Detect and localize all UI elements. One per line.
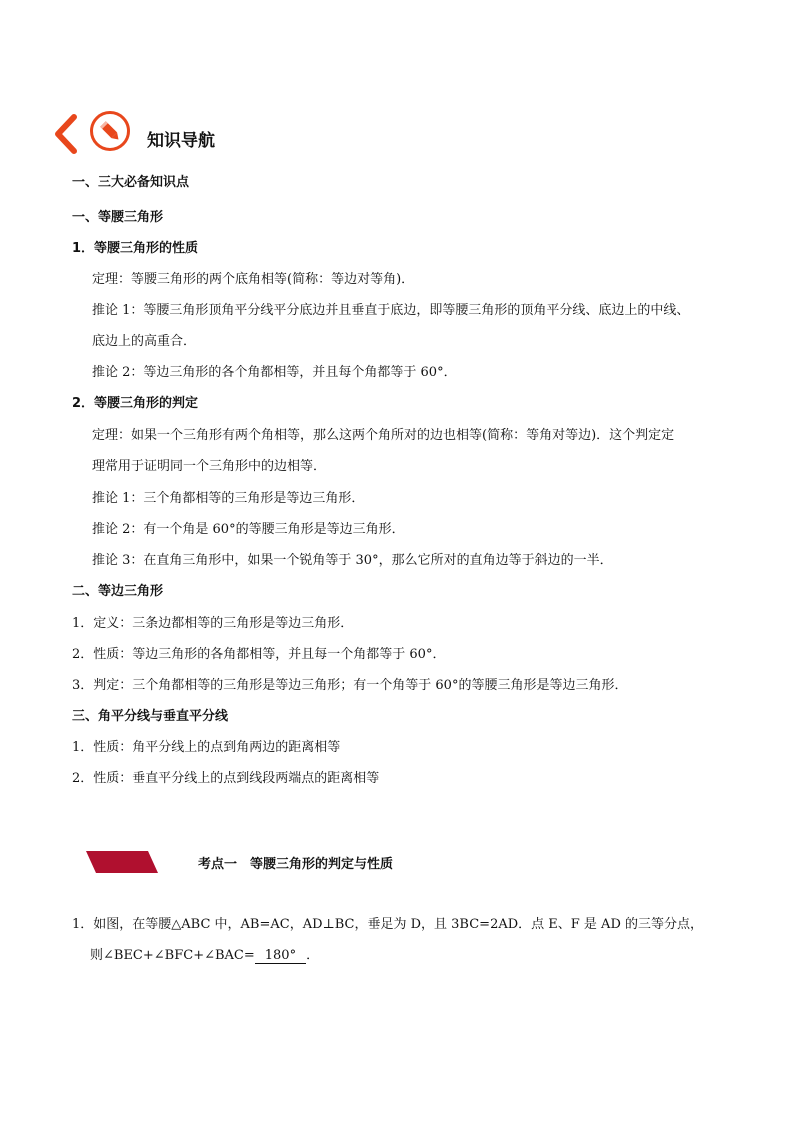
question1-line1: 1．如图，在等腰△ABC 中，AB=AC，AD⊥BC，垂足为 D，且 3BC=2AD．点 E、F 是 AD 的三等分点， bbox=[72, 917, 704, 932]
question1-prefix: 则∠BEC+∠BFC+∠BAC= bbox=[90, 948, 255, 963]
equilateral-heading: 二、等边三角形 bbox=[72, 584, 164, 599]
exam-point-band bbox=[86, 851, 158, 873]
judgement-theorem-line2: 理常用于证明同一个三角形中的边相等． bbox=[92, 459, 327, 474]
bisectors-item: 1．性质：角平分线上的点到角两边的距离相等 bbox=[72, 740, 341, 755]
pencil-icon bbox=[97, 118, 123, 144]
bisectors-heading: 三、角平分线与垂直平分线 bbox=[72, 709, 229, 724]
equilateral-item: 2．性质：等边三角形的各角都相等，并且每一个角都等于 60°． bbox=[72, 647, 446, 662]
judgement-heading: 2．等腰三角形的判定 bbox=[72, 396, 199, 411]
judgement-corollary3: 推论 3：在直角三角形中，如果一个锐角等于 30°，那么它所对的直角边等于斜边的一半． bbox=[92, 553, 613, 568]
judgement-corollary2: 推论 2：有一个角是 60°的等腰三角形是等边三角形． bbox=[92, 522, 405, 537]
equilateral-item: 1．定义：三条边都相等的三角形是等边三角形． bbox=[72, 616, 354, 631]
nav-title: 知识导航 bbox=[147, 131, 215, 151]
properties-corollary1-line1: 推论 1：等腰三角形顶角平分线平分底边并且垂直于底边，即等腰三角形的顶角平分线、底边上的中线、 bbox=[92, 303, 690, 318]
chevron-left-icon bbox=[52, 114, 80, 154]
equilateral-item: 3．判定：三个角都相等的三角形是等边三角形；有一个角等于 60°的等腰三角形是等边三角形． bbox=[72, 678, 628, 693]
judgement-corollary1: 推论 1：三个角都相等的三角形是等边三角形． bbox=[92, 491, 365, 506]
pencil-badge bbox=[90, 111, 130, 151]
exam-point-title: 考点一 等腰三角形的判定与性质 bbox=[198, 857, 394, 872]
bisectors-item: 2．性质：垂直平分线上的点到线段两端点的距离相等 bbox=[72, 771, 380, 786]
section-main-heading: 一、三大必备知识点 bbox=[72, 175, 190, 190]
question1-suffix: ． bbox=[306, 948, 320, 963]
properties-heading: 1．等腰三角形的性质 bbox=[72, 241, 199, 256]
judgement-theorem-line1: 定理：如果一个三角形有两个角相等，那么这两个角所对的边也相等(简称：等角对等边)．这个判定定 bbox=[92, 428, 675, 443]
question1-answer: 180° bbox=[255, 948, 306, 964]
question1-line2 bbox=[90, 944, 319, 964]
properties-corollary2: 推论 2：等边三角形的各个角都相等，并且每个角都等于 60°． bbox=[92, 365, 457, 380]
properties-theorem: 定理：等腰三角形的两个底角相等(简称：等边对等角)． bbox=[92, 272, 415, 287]
isosceles-heading: 一、等腰三角形 bbox=[72, 210, 164, 225]
properties-corollary1-line2: 底边上的高重合． bbox=[92, 334, 197, 349]
